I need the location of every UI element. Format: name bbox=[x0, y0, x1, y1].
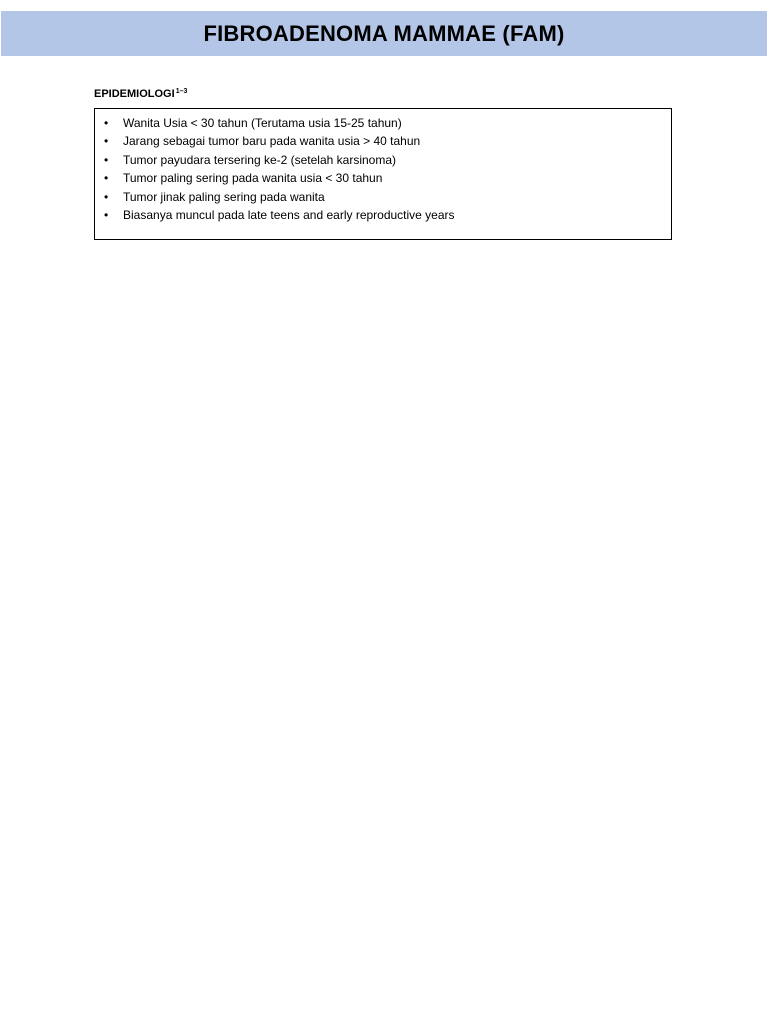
reference-superscript: 1–3 bbox=[175, 88, 188, 95]
bullet-icon: • bbox=[104, 189, 109, 204]
list-item bbox=[95, 151, 671, 169]
bullet-icon: • bbox=[104, 171, 109, 186]
section-heading bbox=[94, 88, 187, 100]
list-item bbox=[95, 188, 671, 206]
list-item-text: Tumor paling sering pada wanita usia < 30 tahun bbox=[123, 171, 383, 186]
list-item-text: Tumor payudara tersering ke-2 (setelah karsinoma) bbox=[123, 152, 397, 167]
list-item-text: Wanita Usia < 30 tahun (Terutama usia 15-25 tahun) bbox=[123, 116, 402, 130]
section-heading-text: EPIDEMIOLOGI bbox=[94, 88, 175, 100]
epidemiology-box bbox=[94, 108, 672, 240]
list-item-text: Jarang sebagai tumor baru pada wanita usia > 40 tahun bbox=[123, 134, 421, 149]
bullet-icon: • bbox=[104, 208, 109, 223]
list-item-text: Tumor jinak paling sering pada wanita bbox=[123, 189, 325, 204]
list-item-text: Biasanya muncul pada late teens and early reproductive years bbox=[123, 208, 455, 223]
bullet-icon: • bbox=[104, 116, 109, 130]
title-bar bbox=[1, 11, 767, 56]
bullet-icon: • bbox=[104, 152, 109, 167]
list-item bbox=[95, 169, 671, 187]
list-item bbox=[95, 114, 671, 132]
list-item bbox=[95, 132, 671, 150]
list-item bbox=[95, 206, 671, 224]
document-title: FIBROADENOMA MAMMAE (FAM) bbox=[203, 20, 565, 46]
bullet-list bbox=[95, 109, 671, 224]
bullet-icon: • bbox=[104, 134, 109, 149]
